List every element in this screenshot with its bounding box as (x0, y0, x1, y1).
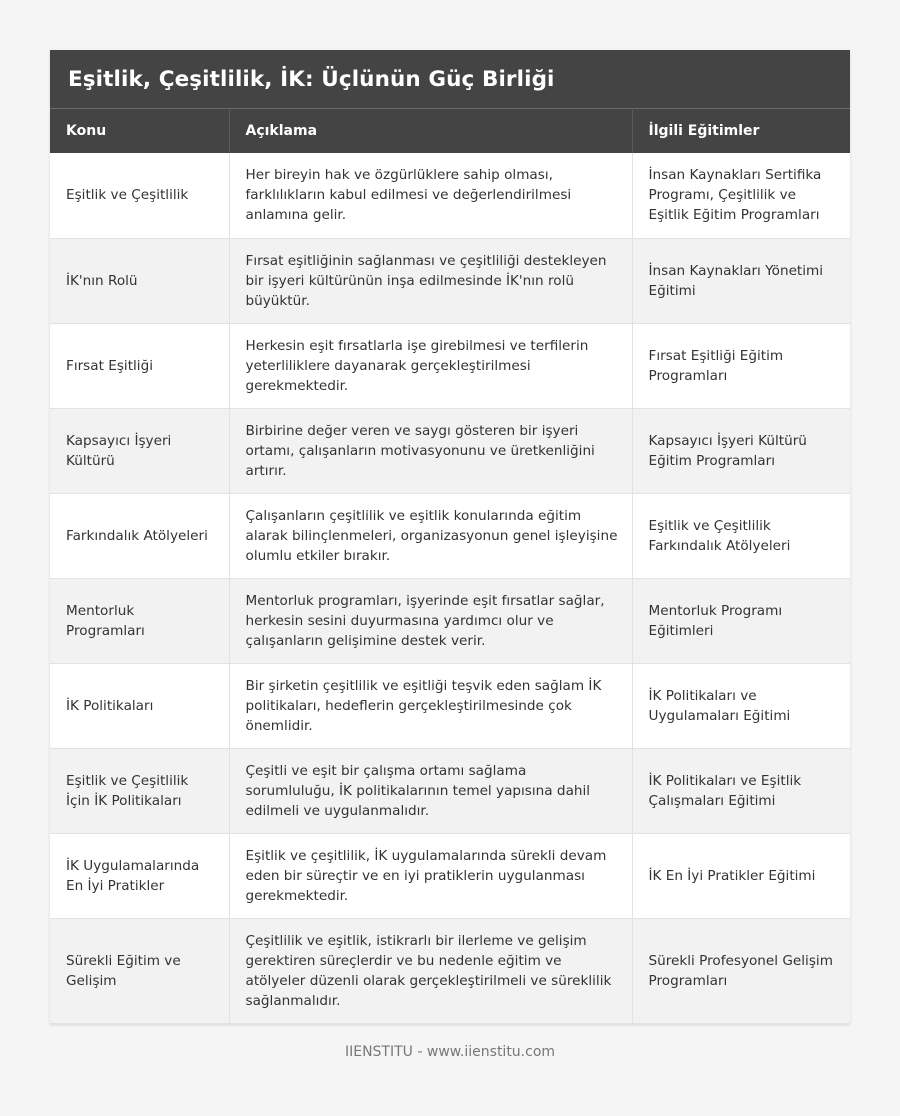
table-row (50, 238, 850, 323)
cell-aciklama: Bir şirketin çeşitlilik ve eşitliği teşvik eden sağlam İK politikaları, hedeflerin gerçekleştirilmesinde çok önemlidir. (229, 663, 632, 748)
table-row (50, 153, 850, 238)
cell-aciklama: Fırsat eşitliğinin sağlanması ve çeşitliliği destekleyen bir işyeri kültürünün inşa edilmesinde İK'nın rolü büyüktür. (229, 238, 632, 323)
cell-egitim: Kapsayıcı İşyeri Kültürü Eğitim Programları (632, 408, 850, 493)
cell-aciklama: Her bireyin hak ve özgürlüklere sahip olması, farklılıkların kabul edilmesi ve değerlendirilmesi anlamına gelir. (229, 153, 632, 238)
cell-konu: İK Uygulamalarında En İyi Pratikler (50, 833, 229, 918)
cell-konu: Sürekli Eğitim ve Gelişim (50, 918, 229, 1023)
table-row (50, 833, 850, 918)
header-aciklama: Açıklama (229, 109, 632, 154)
footer-credit: IIENSTITU - www.iienstitu.com (344, 1044, 556, 1060)
cell-aciklama: Çeşitlilik ve eşitlik, istikrarlı bir ilerleme ve gelişim gerektiren süreçlerdir ve bu nedenle eğitim ve atölyeler düzenli olarak gerçekleştirilmeli ve süreklilik sağlanmalıdır. (229, 918, 632, 1023)
cell-konu: Mentorluk Programları (50, 578, 229, 663)
table-title: Eşitlik, Çeşitlilik, İK: Üçlünün Güç Birliği (50, 50, 850, 108)
cell-aciklama: Çalışanların çeşitlilik ve eşitlik konularında eğitim alarak bilinçlenmeleri, organizasyonun genel işleyişine olumlu etkiler bırakır. (229, 493, 632, 578)
cell-konu: Eşitlik ve Çeşitlilik (50, 153, 229, 238)
table-row (50, 408, 850, 493)
cell-konu: Kapsayıcı İşyeri Kültürü (50, 408, 229, 493)
header-konu: Konu (50, 109, 229, 154)
cell-aciklama: Çeşitli ve eşit bir çalışma ortamı sağlama sorumluluğu, İK politikalarının temel yapısına dahil edilmeli ve uygulanmalıdır. (229, 748, 632, 833)
header-ilgili-egitimler: İlgili Eğitimler (632, 109, 850, 154)
table-row (50, 323, 850, 408)
table-row (50, 748, 850, 833)
cell-egitim: İK Politikaları ve Eşitlik Çalışmaları Eğitimi (632, 748, 850, 833)
cell-aciklama: Mentorluk programları, işyerinde eşit fırsatlar sağlar, herkesin sesini duyurmasına yardımcı olur ve çalışanların gelişimine destek verir. (229, 578, 632, 663)
cell-konu: İK'nın Rolü (50, 238, 229, 323)
cell-aciklama: Birbirine değer veren ve saygı gösteren bir işyeri ortamı, çalışanların motivasyonunu ve üretkenliğini artırır. (229, 408, 632, 493)
cell-egitim: İK En İyi Pratikler Eğitimi (632, 833, 850, 918)
cell-aciklama: Eşitlik ve çeşitlilik, İK uygulamalarında sürekli devam eden bir süreçtir ve en iyi pratiklerin uygulanması gerekmektedir. (229, 833, 632, 918)
cell-konu: Farkındalık Atölyeleri (50, 493, 229, 578)
cell-egitim: İK Politikaları ve Uygulamaları Eğitimi (632, 663, 850, 748)
table-row (50, 663, 850, 748)
cell-egitim: Fırsat Eşitliği Eğitim Programları (632, 323, 850, 408)
cell-konu: Fırsat Eşitliği (50, 323, 229, 408)
cell-egitim: Mentorluk Programı Eğitimleri (632, 578, 850, 663)
cell-egitim: İnsan Kaynakları Sertifika Programı, Çeşitlilik ve Eşitlik Eğitim Programları (632, 153, 850, 238)
cell-egitim: İnsan Kaynakları Yönetimi Eğitimi (632, 238, 850, 323)
cell-konu: Eşitlik ve Çeşitlilik İçin İK Politikaları (50, 748, 229, 833)
data-table (50, 108, 850, 1024)
cell-egitim: Eşitlik ve Çeşitlilik Farkındalık Atölyeleri (632, 493, 850, 578)
table-card (50, 50, 850, 1024)
cell-egitim: Sürekli Profesyonel Gelişim Programları (632, 918, 850, 1023)
header-row (50, 109, 850, 154)
cell-aciklama: Herkesin eşit fırsatlarla işe girebilmesi ve terfilerin yeterliliklere dayanarak gerçekleştirilmesi gerekmektedir. (229, 323, 632, 408)
cell-konu: İK Politikaları (50, 663, 229, 748)
table-row (50, 918, 850, 1023)
table-row (50, 493, 850, 578)
table-row (50, 578, 850, 663)
